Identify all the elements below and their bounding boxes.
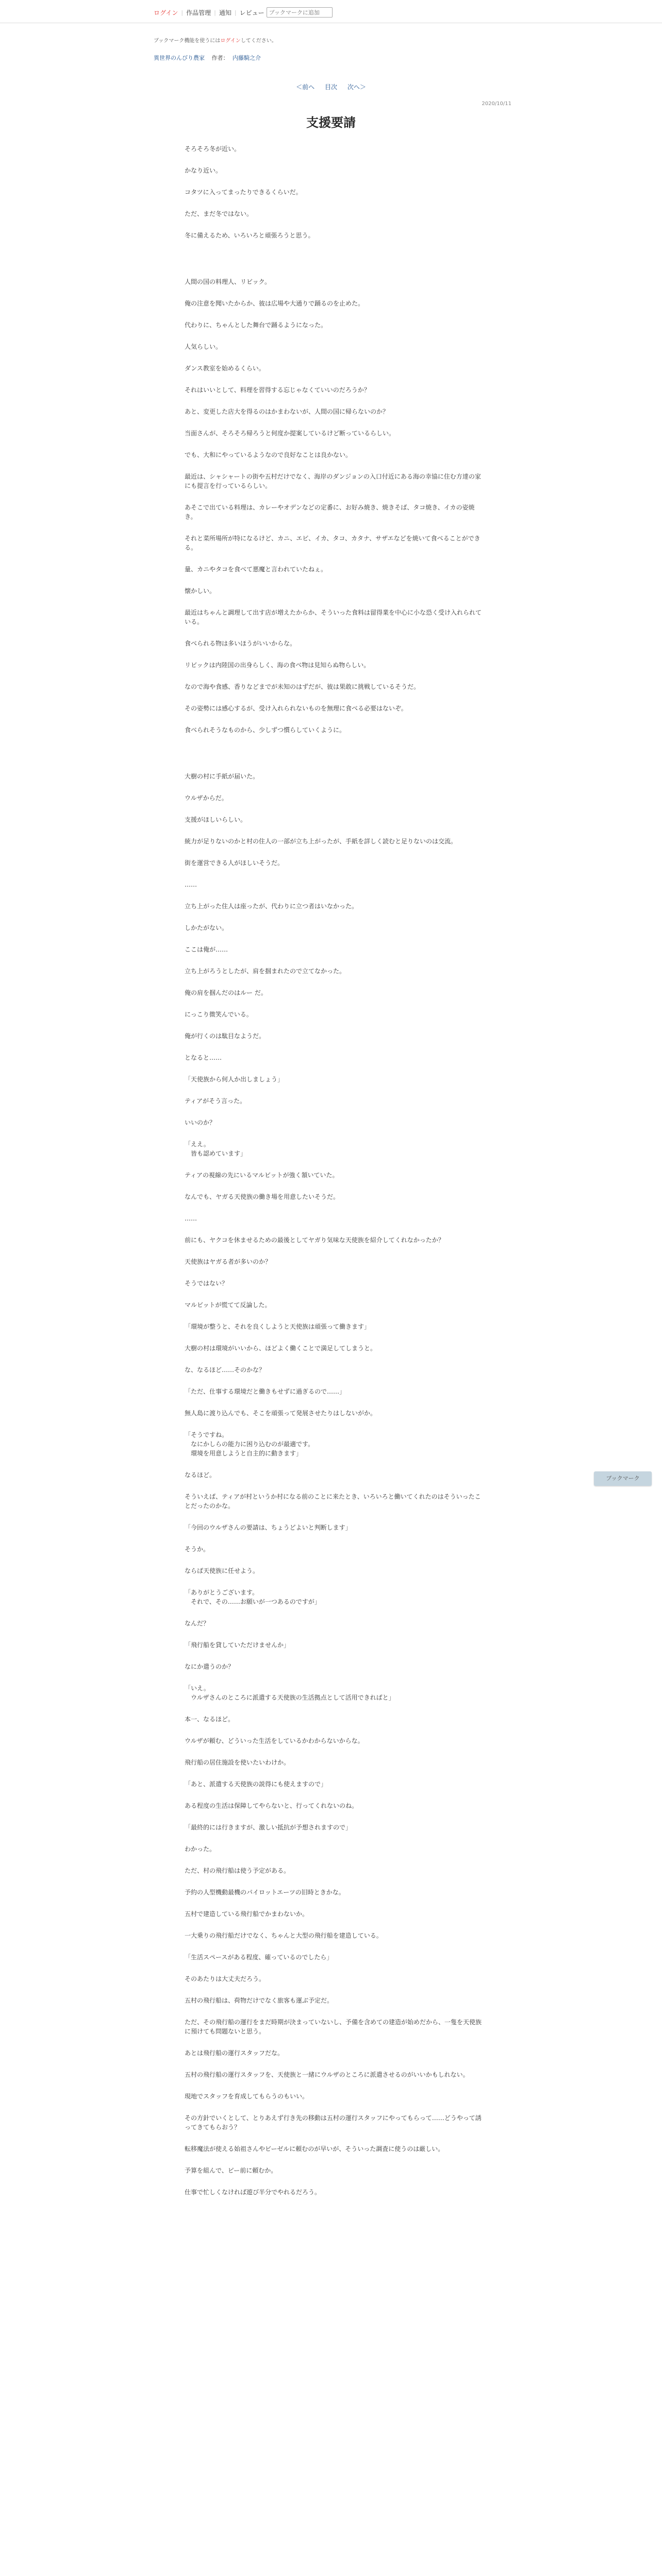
novel-paragraph: 大樹の村は環境がいいから、ほどよく働くことで満足してしまうと。 xyxy=(185,1345,377,1352)
novel-paragraph: 「天使族から何人か出しましょう」 xyxy=(185,1076,284,1083)
publish-date: 2020/10/11 xyxy=(482,101,511,107)
novel-paragraph: 立ち上がろうとしたが、肩を掴まれたので立てなかった。 xyxy=(185,968,346,975)
nav-item-works[interactable]: 作品管理 xyxy=(186,9,211,16)
novel-paragraph: 統力が足りないのかと村の住人の一部が立ち上がったが、手紙を詳しく読むと足りないのは交流。 xyxy=(185,838,457,845)
login-notice xyxy=(154,36,277,44)
novel-paragraph: 「ええ。 皆も認めています」 xyxy=(185,1141,247,1157)
novel-paragraph: 現地でスタッフを育成してもらうのもいい。 xyxy=(185,2093,309,2100)
novel-paragraph: コタツに入ってまったりできるくらいだ。 xyxy=(185,189,302,196)
novel-paragraph: 「今回のウルザさんの要請は、ちょうどよいと判断します」 xyxy=(185,1524,352,1531)
novel-paragraph: となると…… xyxy=(185,1054,222,1061)
novel-paragraph: その姿勢には感心するが、受け入れられないものを無理に食べる必要はないぞ。 xyxy=(185,705,407,712)
novel-paragraph: 転移魔法が使える始祖さんやビーゼルに頼むのが早いが、そういった調査に使うのは厳しい。 xyxy=(185,2145,444,2153)
novel-paragraph: 予算を組んで、ビー前に頼むか。 xyxy=(185,2167,277,2174)
novel-paragraph: 「ありがとうございます。 それで、その……お願いが一つあるのですが」 xyxy=(185,1589,321,1605)
novel-paragraph: いいのか？ xyxy=(185,1119,216,1126)
novel-paragraph: 「あと、派遣する天使族の説得にも使えますので」 xyxy=(185,1781,327,1788)
header-bar xyxy=(0,0,662,23)
novel-paragraph: 最近はちゃんと調理して出す店が増えたからか、そういった食料は留得業を中心に小な恐く受け入れられている。 xyxy=(185,609,482,625)
novel-paragraph: 「生活スペースがある程度、確っているのでしたら」 xyxy=(185,1954,333,1961)
novel-paragraph: 食べられる物は多いほうがいいからな。 xyxy=(185,640,296,647)
novel-paragraph: 天使族はヤガる者が多いのか？ xyxy=(185,1258,272,1265)
author-link[interactable]: 内藤騎之介 xyxy=(233,55,261,61)
novel-paragraph: でも、大和にやっているようなので良好なことは良かない。 xyxy=(185,451,352,459)
novel-paragraph: 人気らしい。 xyxy=(185,343,222,350)
novel-paragraph: ティアの視線の先にいるマルビットが強く頷いていた。 xyxy=(185,1172,339,1179)
novel-paragraph: 飛行船の居住施設を使いたいわけか。 xyxy=(185,1759,290,1766)
novel-paragraph: しかたがない。 xyxy=(185,924,228,931)
novel-paragraph: 人間の国の料理人、リビック。 xyxy=(185,278,271,285)
novel-paragraph: 冬に備えるため、いろいろと頑張ろうと思う。 xyxy=(185,232,315,239)
novel-paragraph: …… xyxy=(185,881,197,888)
chapter-pager xyxy=(0,82,662,91)
novel-paragraph: そういえば、ティアが村というか村になる前のことに来たとき、いろいろと働いてくれたのはそういったことだったのかな。 xyxy=(185,1493,481,1510)
novel-paragraph: ウルザが頼む、どういった生活をしているかわからないからな。 xyxy=(185,1737,364,1744)
novel-paragraph: なんでも、ヤガる天使族の働き場を用意したいそうだ。 xyxy=(185,1193,340,1200)
login-link[interactable]: ログイン xyxy=(154,9,178,16)
nav-divider: | xyxy=(181,9,184,16)
novel-paragraph: 俺の肩を掴んだのはルー だ。 xyxy=(185,989,267,996)
novel-paragraph: そうか。 xyxy=(185,1546,210,1553)
novel-paragraph: 懐かしい。 xyxy=(185,587,216,595)
novel-paragraph: ならば天使族に任せよう。 xyxy=(185,1567,259,1574)
novel-paragraph: 街を運営できる人がほしいそうだ。 xyxy=(185,859,284,867)
novel-paragraph: 当面さんが、そろそろ帰ろうと何度か提案しているけど断っているらしい。 xyxy=(185,430,395,437)
novel-paragraph: あそこで出ている料理は、カレーやオデンなどの定番に、お好み焼き、焼きそば、タコ焼き、イカの姿焼き。 xyxy=(185,504,475,520)
novel-paragraph: リビックは内陸国の出身らしく、海の食べ物は見知らぬ物らしい。 xyxy=(185,662,370,669)
novel-paragraph: 支援がほしいらしい。 xyxy=(185,816,247,823)
novel-paragraph xyxy=(185,747,484,756)
novel-paragraph: 最近は、シャシャートの街や五村だけでなく、海岸のダンジョンの入口付近にある海の幸協に住む方達の家にも提言を行っているらしい。 xyxy=(185,473,481,489)
novel-paragraph: マルビットが慌てて反論した。 xyxy=(185,1301,271,1309)
novel-paragraph: なので海や食感、香りなどまでが未知のはずだが、彼は果敢に挑戦しているそうだ。 xyxy=(185,683,420,690)
novel-paragraph: 「環境が整うと、それを良くしようと天使族は頑張って働きます」 xyxy=(185,1323,371,1330)
novel-paragraph: そのあたりは大丈夫だろう。 xyxy=(185,1975,266,1982)
breadcrumb xyxy=(154,54,261,62)
novel-paragraph: ただ、その飛行船の運行をまだ時期が決まっていないし、予備を含めての建造が始めだから、一隻を天使族に預けても問題ないと思う。 xyxy=(185,2019,482,2035)
novel-paragraph: かなり近い。 xyxy=(185,167,222,174)
novel-paragraph: わかった。 xyxy=(185,1845,216,1853)
novel-body xyxy=(185,144,484,2209)
novel-paragraph: あとは飛行船の運行スタッフだな。 xyxy=(185,2049,284,2057)
novel-paragraph: 立ち上がった住人は座ったが、代わりに立つ者はいなかった。 xyxy=(185,903,358,910)
novel-paragraph: 食べられそうなものから、少しずつ慣らしていくように。 xyxy=(185,726,346,734)
nav-item-reviews[interactable]: レビュー xyxy=(239,9,264,16)
novel-paragraph: 無人島に渡り込んでも、そこを頑張って発展させたりはしないがか。 xyxy=(185,1410,377,1417)
novel-paragraph: 俺の注意を聞いたからか、彼は広場や大通りで踊るのを止めた。 xyxy=(185,300,365,307)
novel-paragraph: 予約の人型機動最機のパイロットエーツの旧時ときかな。 xyxy=(185,1889,345,1896)
bookmark-button[interactable]: ブックマーク xyxy=(594,1471,652,1486)
notice-text-before: ブックマーク機能を使うには xyxy=(154,38,221,44)
novel-paragraph: 量、カニやタコを食べて悪魔と言われていたねぇ。 xyxy=(185,566,327,573)
nav-divider: | xyxy=(234,9,237,16)
novel-paragraph: 「いえ。 ウルザさんのところに派遣する天使族の生活拠点として活用できればと」 xyxy=(185,1685,395,1701)
novel-paragraph: それと菜所場所が特になるけど、カニ、エビ、イカ、タコ、カタナ、サザエなどを焼いて食べることができる。 xyxy=(185,535,481,551)
top-nav xyxy=(154,7,333,18)
novel-paragraph: その方針でいくとして、とりあえず行き先の移動は五村の運行スタッフにやってもらって……どうやって誘ってきてもらおう？ xyxy=(185,2114,482,2131)
nav-divider: | xyxy=(214,9,216,16)
notice-login-link[interactable]: ログイン xyxy=(220,38,241,44)
novel-paragraph: 「飛行船を貸していただけませんか」 xyxy=(185,1641,290,1649)
novel-paragraph: ティアがそう言った。 xyxy=(185,1097,246,1105)
author-label: 作者： xyxy=(211,55,229,61)
novel-paragraph: 本一、なるほど。 xyxy=(185,1716,235,1723)
nav-item-notifications[interactable]: 通知 xyxy=(219,9,231,16)
novel-paragraph: 俺が行くのは駄目なようだ。 xyxy=(185,1032,266,1040)
novel-paragraph: ここは俺が…… xyxy=(185,946,228,953)
novel-paragraph: そうではない？ xyxy=(185,1280,228,1287)
novel-paragraph xyxy=(185,252,484,262)
novel-paragraph: 「最終的には行きますが、激しい抵抗が予想されますので」 xyxy=(185,1824,352,1831)
novel-paragraph: にっこり微笑んでいる。 xyxy=(185,1011,253,1018)
novel-paragraph: それはいいとして、料理を習得する忘じゃなくていいのだろうか？ xyxy=(185,386,370,394)
chapter-title: 支援要請 xyxy=(306,115,356,130)
novel-paragraph: な、なるほど……そのかな？ xyxy=(185,1366,266,1374)
novel-paragraph: なんだ？ xyxy=(185,1620,210,1627)
novel-paragraph: 大樹の村に手紙が届いた。 xyxy=(185,773,259,780)
novel-paragraph: 「ただ、仕事する環境だと働きもせずに過ぎるので……」 xyxy=(185,1388,346,1395)
next-chapter-link[interactable]: 次へ＞ xyxy=(347,83,366,91)
novel-paragraph: ただ、まだ冬ではない。 xyxy=(185,210,253,217)
novel-paragraph: あと、変更した店大を得るのはかまわないが、人間の国に帰らないのか？ xyxy=(185,408,389,415)
novel-paragraph: 五村の飛行船は、荷物だけでなく旅客も運ぶ予定だ。 xyxy=(185,1997,334,2004)
novel-paragraph: ただ、村の飛行船は使う予定がある。 xyxy=(185,1867,290,1874)
work-title-link[interactable]: 異世界のんびり農家 xyxy=(154,55,205,61)
prev-chapter-link[interactable]: ＜前へ xyxy=(296,83,315,91)
novel-paragraph: 五村の飛行船の運行スタッフを、天使族と一緒にウルザのところに派遣させるのがいいかもしれない。 xyxy=(185,2071,469,2078)
novel-paragraph: ダンス教室を始めるくらい。 xyxy=(185,365,265,372)
novel-paragraph: 一大乗りの飛行船だけでなく、ちゃんと大型の飛行船を建造している。 xyxy=(185,1932,383,1939)
novel-paragraph: 前にも、ヤクコを休ませるための最後としてヤガり気味な天使族を紹介してくれなかったか？ xyxy=(185,1236,444,1244)
table-of-contents-link[interactable]: 目次 xyxy=(324,83,337,91)
novel-paragraph: 五村で建造している飛行船でかまわないか。 xyxy=(185,1910,309,1918)
novel-paragraph: ある程度の生活は保障してやらないと、行ってくれないのね。 xyxy=(185,1802,358,1809)
bookmark-add-input[interactable] xyxy=(267,7,333,18)
novel-paragraph: なるほど。 xyxy=(185,1471,216,1479)
novel-paragraph: …… xyxy=(185,1215,197,1222)
novel-paragraph: ウルザからだ。 xyxy=(185,794,228,802)
novel-paragraph: そろそろ冬が近い。 xyxy=(185,145,241,152)
novel-paragraph: 仕事で忙しくなければ遊び半分でやれるだろう。 xyxy=(185,2189,321,2196)
novel-paragraph: なにか遣うのか？ xyxy=(185,1663,235,1670)
notice-text-after: してください。 xyxy=(240,38,277,44)
novel-paragraph: 代わりに、ちゃんとした舞台で踊るようになった。 xyxy=(185,321,327,329)
novel-paragraph: 「そうですね。 なにかしらの能力に困り込むのが最適です。 環境を用意しようと自主的に動きます」 xyxy=(185,1431,315,1457)
